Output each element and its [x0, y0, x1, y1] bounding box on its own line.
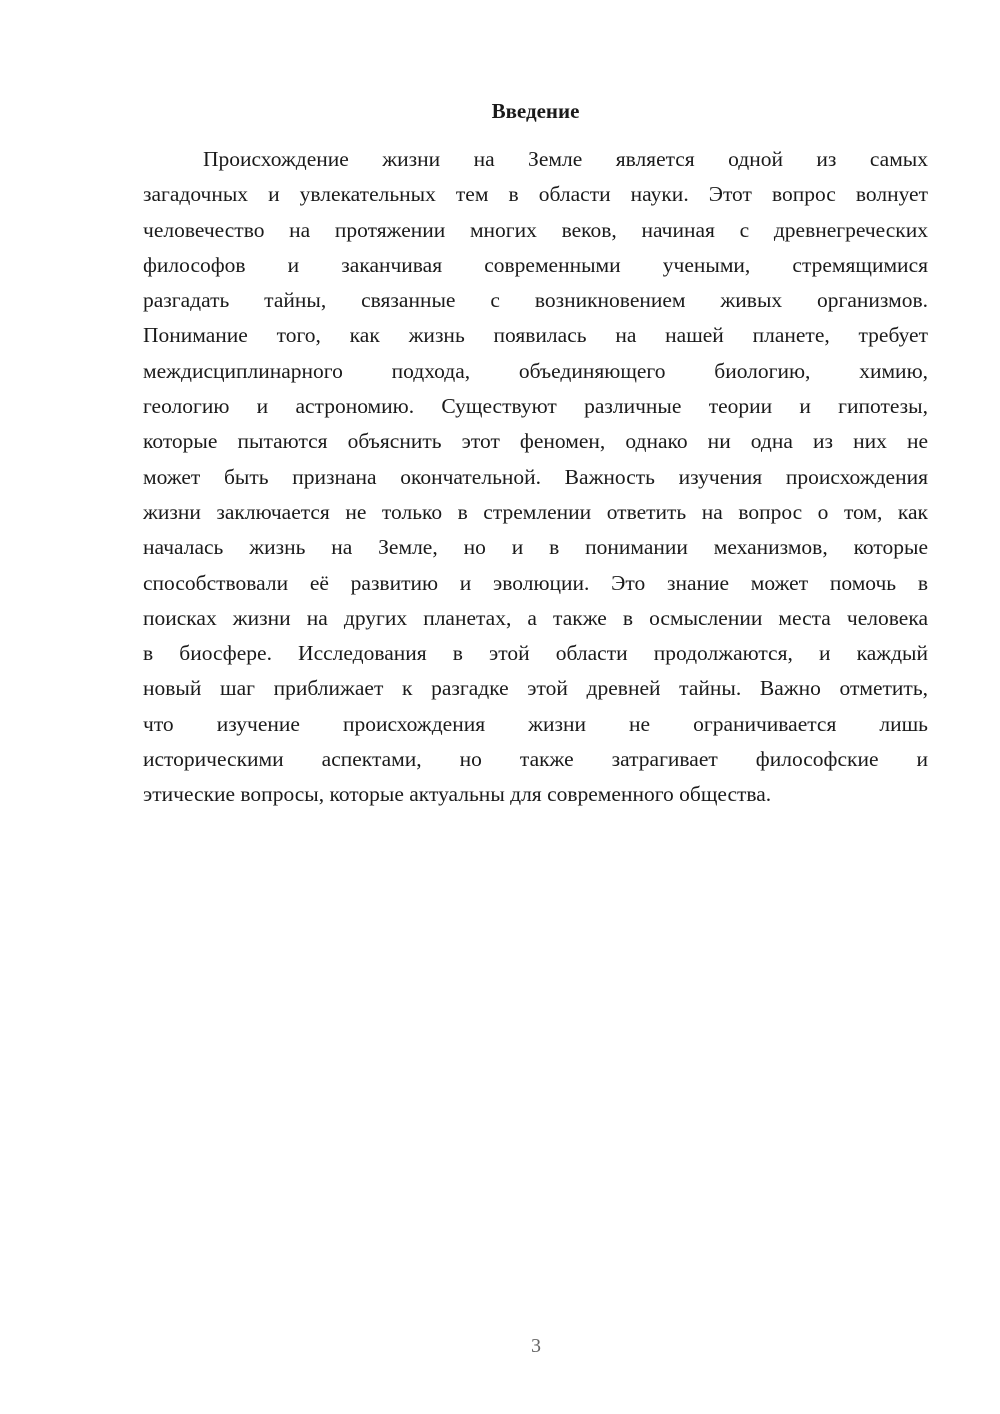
paragraph-line: этические вопросы, которые актуальны для современного общества. — [143, 782, 772, 807]
paragraph-line: геологию и астрономию. Существуют различные теории и гипотезы, — [143, 394, 928, 419]
paragraph-line: поисках жизни на других планетах, а также в осмыслении места человека — [143, 605, 928, 630]
section-title: Введение — [491, 99, 580, 123]
paragraph-line: что изучение происхождения жизни не ограничивается лишь — [143, 711, 928, 736]
paragraph-line: человечество на протяжении многих веков, начиная с древнегреческих — [143, 217, 928, 242]
paragraph-line: Происхождение жизни на Земле является одной из самых — [203, 147, 928, 171]
paragraph-line: способствовали её развитию и эволюции. Это знание может помочь в — [143, 570, 928, 595]
paragraph-line: загадочных и увлекательных тем в области науки. Этот вопрос волнует — [143, 182, 928, 207]
paragraph-line: жизни заключается не только в стремлении ответить на вопрос о том, как — [143, 499, 928, 524]
paragraph-line: философов и заканчивая современными учеными, стремящимися — [143, 252, 928, 277]
introduction-paragraph — [143, 142, 928, 813]
paragraph-line: началась жизнь на Земле, но и в понимании механизмов, которые — [143, 535, 928, 560]
paragraph-line: в биосфере. Исследования в этой области продолжаются, и каждый — [143, 641, 928, 666]
paragraph-line: новый шаг приближает к разгадке этой древней тайны. Важно отметить, — [143, 676, 928, 701]
page-number: 3 — [531, 1335, 541, 1357]
paragraph-line: разгадать тайны, связанные с возникновением живых организмов. — [143, 288, 928, 313]
paragraph-line: которые пытаются объяснить этот феномен, однако ни одна из них не — [143, 429, 928, 454]
paragraph-line: может быть признана окончательной. Важность изучения происхождения — [143, 464, 928, 489]
paragraph-line: Понимание того, как жизнь появилась на нашей планете, требует — [143, 323, 928, 348]
paragraph-line: междисциплинарного подхода, объединяющего биологию, химию, — [143, 358, 928, 383]
paragraph-line: историческими аспектами, но также затрагивает философские и — [143, 747, 928, 772]
